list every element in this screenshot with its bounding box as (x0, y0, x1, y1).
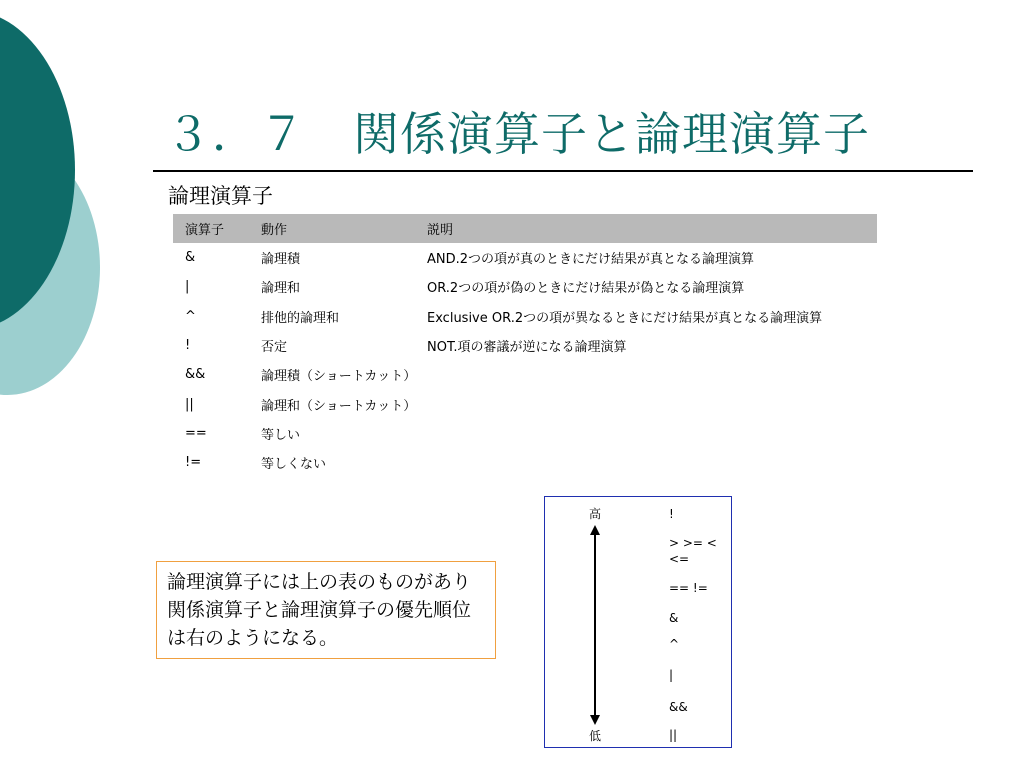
slide-title: ３．７ 関係演算子と論理演算子 (165, 107, 870, 161)
cell-operator: || (185, 396, 194, 412)
table-row (173, 419, 877, 448)
column-header-description: 説明 (415, 214, 877, 243)
cell-operator: | (185, 279, 190, 295)
cell-action: 論理和 (261, 281, 301, 297)
precedence-operator: ^ (669, 637, 680, 651)
column-header-action: 動作 (249, 214, 415, 243)
table-row (173, 448, 877, 477)
precedence-operator: == != (669, 581, 708, 595)
cell-operator: == (185, 425, 207, 441)
cell-action: 等しい (261, 427, 301, 443)
precedence-operator: ! (669, 507, 674, 521)
title-divider (153, 170, 973, 172)
table-header-row (173, 214, 877, 243)
cell-description: Exclusive OR.2つの項が異なるときにだけ結果が真となる論理演算 (427, 310, 823, 326)
cell-action: 論理積（ショートカット） (261, 369, 417, 385)
cell-action: 否定 (261, 340, 288, 356)
precedence-operator: && (669, 700, 688, 714)
section-heading: 論理演算子 (168, 184, 273, 208)
operator-table (173, 214, 877, 477)
table-row (173, 360, 877, 389)
table-row (173, 331, 877, 360)
cell-description (415, 419, 877, 448)
cell-description: AND.2つの項が真のときにだけ結果が真となる論理演算 (427, 252, 755, 268)
cell-operator: ^ (185, 308, 196, 324)
precedence-operator: | (669, 668, 674, 682)
double-arrow-icon (585, 523, 605, 727)
cell-action: 排他的論理和 (261, 310, 340, 326)
table-row (173, 302, 877, 331)
precedence-high-label: 高 (589, 507, 602, 521)
cell-action: 論理積 (261, 252, 301, 268)
cell-description (415, 360, 877, 389)
cell-description (415, 448, 877, 477)
note-box: 論理演算子には上の表のものがあり関係演算子と論理演算子の優先順位は右のようになる。 (156, 561, 496, 659)
table-row (173, 272, 877, 301)
cell-action: 等しくない (261, 457, 327, 473)
cell-operator: ! (185, 338, 191, 354)
precedence-operator: & (669, 611, 679, 625)
cell-operator: && (185, 367, 206, 383)
table-row (173, 389, 877, 418)
cell-operator: != (185, 455, 202, 471)
precedence-operator: || (669, 728, 678, 742)
cell-operator: & (185, 250, 196, 266)
cell-description (415, 389, 877, 418)
precedence-operator: > >= < <= (669, 536, 717, 566)
cell-description: NOT.項の審議が逆になる論理演算 (427, 340, 627, 356)
precedence-box (544, 496, 732, 748)
column-header-operator: 演算子 (173, 214, 249, 243)
table-row (173, 243, 877, 272)
cell-description: OR.2つの項が偽のときにだけ結果が偽となる論理演算 (427, 281, 745, 297)
precedence-low-label: 低 (589, 729, 602, 743)
cell-action: 論理和（ショートカット） (261, 398, 417, 414)
